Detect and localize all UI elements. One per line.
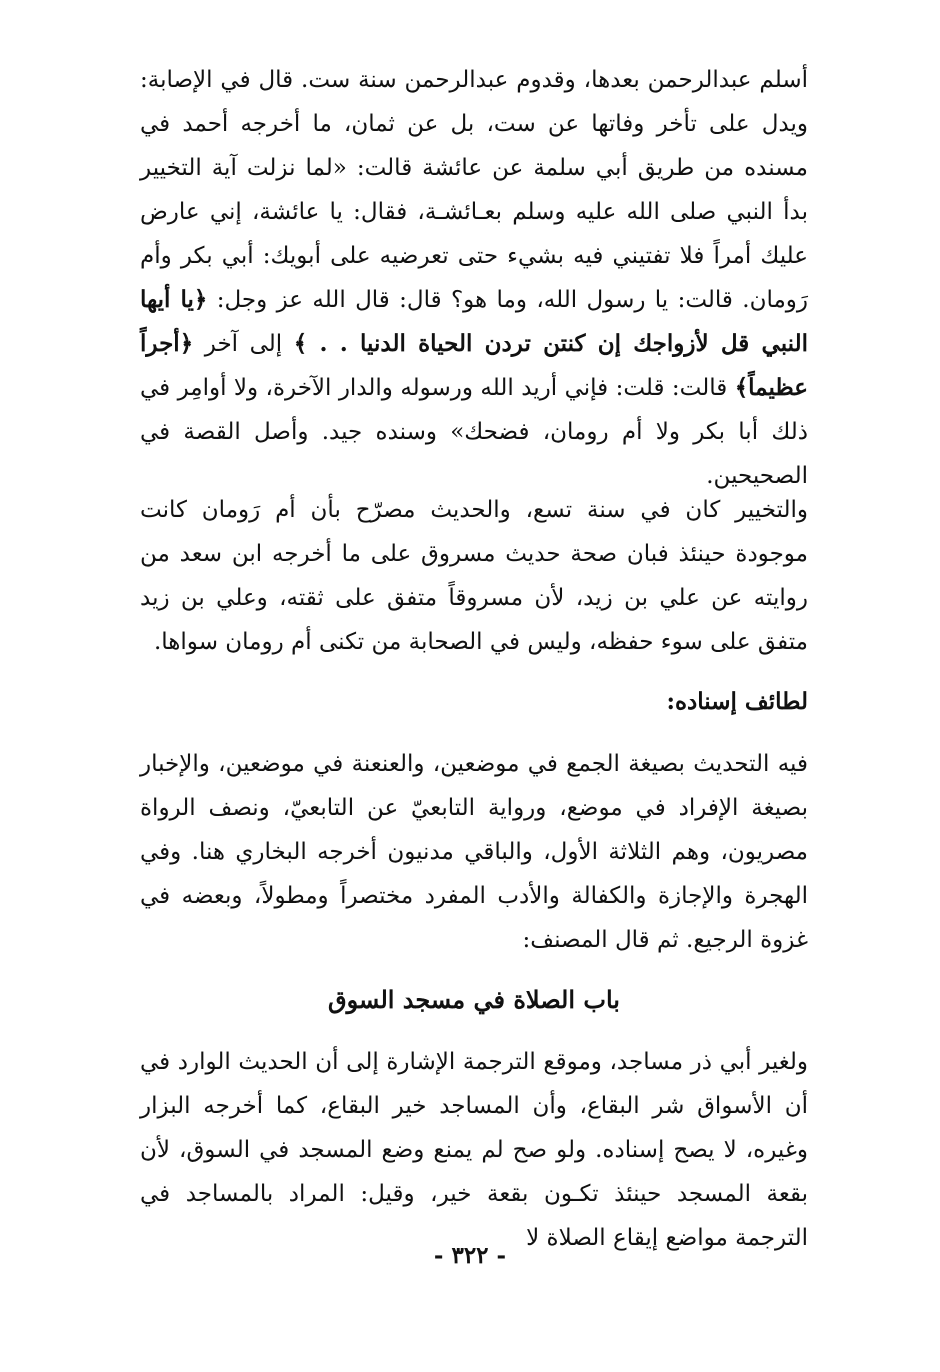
- chapter-title: باب الصلاة في مسجد السوق: [328, 985, 620, 1014]
- paragraph-1-text-c: قالت: قلت: فإني أريد الله ورسوله والدار الآخرة، ولا أوامِر في ذلك أبا بكر ولا أم رومان، فضحك» وسنده جيد. وأصل القصة في الصحيحين.: [140, 375, 808, 489]
- paragraph-1-text-b: إلى آخر: [204, 331, 283, 357]
- paragraph-takhyir: والتخيير كان في سنة تسع، والحديث مصرّح بأن أم رَومان كانت موجودة حينئذ فبان صحة حديث مسروق على ما أخرجه ابن سعد من روايته عن علي بن زيد، لأن مسروقاً متفق على ثقته، وعلي بن زيد متفق على سوء حفظه، وليس في الصحابة من تكنى أم رومان سواها.: [140, 497, 808, 655]
- quran-quote-ajran-azima: ﴿أجراً عظيماً﴾: [140, 330, 808, 401]
- paragraph-lataif: فيه التحديث بصيغة الجمع في موضعين، والعنعنة في موضعين، والإخبار بصيغة الإفراد في موضع، ورواية التابعيّ عن التابعيّ، ونصف الرواة مصريون، وهم الثلاثة الأول، والباقي مدنيون أخرجه البخاري هنا. وفي الهجرة والإجازة والكفالة والأدب المفرد مختصراً ومطولاً، وبعضه في غزوة الرجيع. ثم قال المصنف:: [140, 751, 808, 953]
- paragraph-1-text-a: أسلم عبدالرحمن بعدها، وقدوم عبدالرحمن سنة ست. قال في الإصابة: ويدل على تأخر وفاتها عن ست، بل عن ثمان، ما أخرجه أحمد في مسنده من طريق أبي سلمة عن عائشة قالت: «لما نزلت آية التخيير بدأ النبي صلى الله عليه وسلم بعـائشـة، فقال: يا عائشة، إني عارض عليك أمراً فلا تفتيني فيه بشيء حتى تعرضيه على أبويك: أبي بكر وأم رَومان. قالت: يا رسول الله، وما هو؟ قال: قال الله عز وجل:: [140, 67, 809, 313]
- paragraph-hadith-aisha: [140, 58, 808, 498]
- quran-quote-ahzab-28: ﴿يا أيها النبي قل لأزواجك إن كنتن تردن الحياة الدنيا . . ﴾: [140, 286, 808, 357]
- page-number: - ٣٢٢ -: [433, 1242, 507, 1269]
- section-heading-lataif: لطائف إسناده:: [666, 688, 808, 715]
- paragraph-bab: ولغير أبي ذر مساجد، وموقع الترجمة الإشارة إلى أن الحديث الوارد في أن الأسواق شر البقاع، وأن المساجد خير البقاع، كما أخرجه البزار وغيره، لا يصح إسناده. ولو صح لم يمنع وضع المسجد في السوق، لأن بقعة المسجد حينئذ تكـون بقعة خير، وقيل: المراد بالمساجد في الترجمة مواضع إيقاع الصلاة لا: [140, 1049, 808, 1251]
